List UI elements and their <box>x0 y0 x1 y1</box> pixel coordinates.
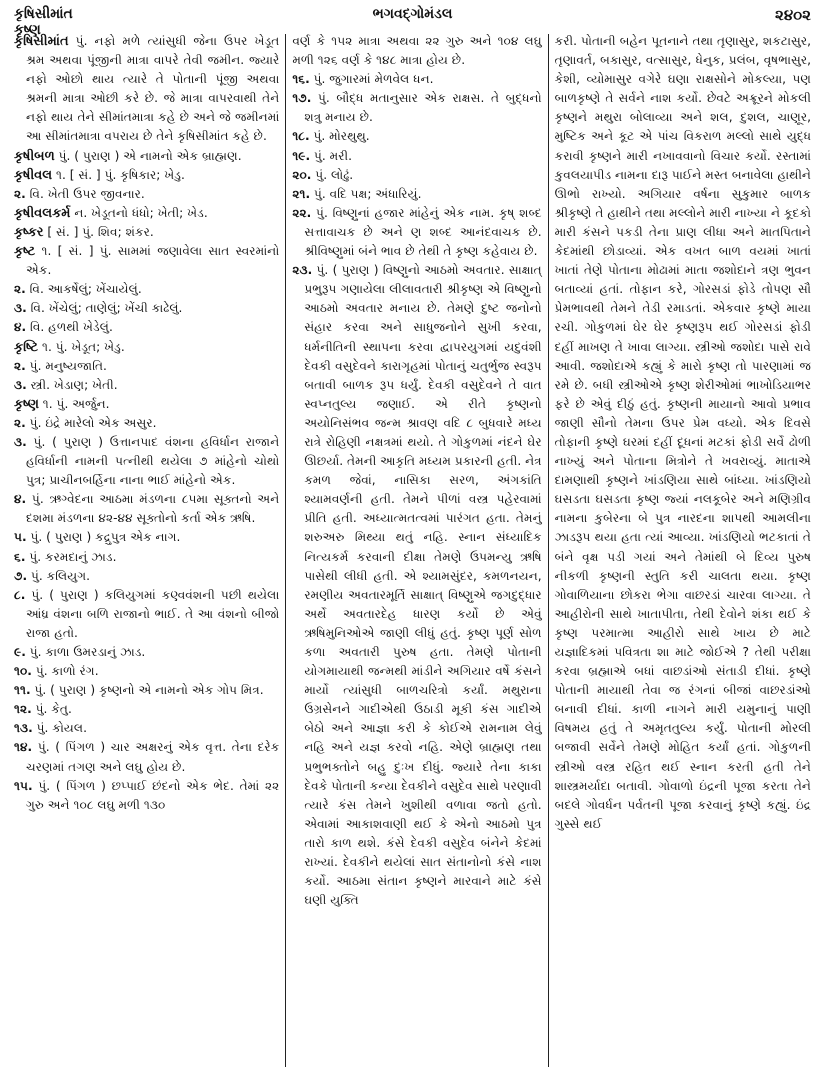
definition-text: પું. ( પિંગળ ) ચાર અક્ષરનું એક વૃત્ત. તેના દરેક ચરણમાં તગણ અને લઘુ હોય છે. <box>26 740 280 774</box>
continuation-text: કરી. પોતાની બહેન પૂતનાને તથા તૃણાસુર, શકટાસુર, તૃણાવર્ત, બકાસુર, વત્સાસુર, ધેનુક, પ્રલંબ, વૃષભાસુર, કેશી, વ્યોમાસુર વગેરે ઘણા રાક્ષસોને મોકલ્યા, પણ બાળકૃષ્ણે તે સર્વને નાશ કર્યો. છેવટે અક્રૂરને મોકલી કૃષ્ણને મથુરા બોલાવ્યા અને શલ, દુશલ, ચાણૂર, મુષ્ટિક અને કૂટ એ પાંચ વિકરાળ મલ્લો સાથે યુદ્ધ કરાવી કૃષ્ણને મારી નખાવવાનો વિચાર કર્યો. રસ્તામાં કુવલયાપીડ નામના દારૂ પાઈને મસ્ત બનાવેલા હાથીને ઊભો રાખ્યો. અગિયાર વર્ષના સુકુમાર બાળક શ્રીકૃષ્ણે તે હાથીને તથા મલ્લોને મારી નાખ્યા ને કૂદકો મારી કંસને પકડી તેના પ્રાણ લીધા અને માતપિતાને કેદમાંથી છોડાવ્યાં. એક વખત બાળ વયમાં ખાતાં ખાતાં તેણે પોતાના મોઢામાં માતા જશોદાને ત્રણ ભુવન બતાવ્યાં હતાં. તોફાન કરે, ગોરસડાં ફોડે તોપણ સૌ પ્રેમભાવથી તેમને તેડી રમાડતાં. એકવાર કૃષ્ણે માયા રચી. ગોકુળમાં ઘેર ઘેર કૃષ્ણરૂપ થઈ ગોરસડાં ફોડી દહીં માખણ તે ખાવા લાગ્યા. સ્ત્રીઓ જશોદા પાસે રાવે આવી. જશોદાએ કહ્યું કે મારો કૃષ્ણ તો પારણામાં જ રમે છે. બધી સ્ત્રીઓએ કૃષ્ણ શેરીઓમાં ભાખોડિયાભર ફરે છે એવું દીઠું હતું. કૃષ્ણની માયાનો આવો પ્રભાવ જાણી સૌનો તેમના ઉપર પ્રેમ વધ્યો. એક દિવસે તોફાની કૃષ્ણે ઘરમાં દહીં દૂધનાં મટકાં ફોડી સર્વે ઢોળી નાખ્યું અને પોતાના મિત્રોને તે ખવરાવ્યું. માતાએ દામણાથી કૃષ્ણને ખાંડણિયા સાથે બાંધ્યા. ખાંડણિયો ઘસડતા ઘસડતા કૃષ્ણ જ્યાં નલકૂબેર અને મણિગ્રીવ નામના કુબેરના બે પુત્ર નારદના શાપથી આમલીના ઝાડરૂપ થયા હતા ત્યાં આવ્યા. ખાંડણિયો ભટકાતાં તે બંને વૃક્ષ પડી ગયાં અને તેમાંથી બે દિવ્ય પુરુષ નીકળી કૃષ્ણની સ્તુતિ કરી ચાલતા થયા. કૃષ્ણ ગોવાળિયાના છોકરા ભેગા વાછરડાં ચારવા લાગ્યા. તે આહીરોની સાથે ખાતાપીતા, તેથી દેવોને શંકા થઈ કે કૃષ્ણ પરમાત્મા આહીરો સાથે ખાય છે માટે યજ્ઞાદિકમાં પવિત્રતા શા માટે જોઈએ ? તેથી પરીક્ષા કરવા બ્રહ્માએ બધાં વાછડાંઓ સંતાડી દીધાં. કૃષ્ણે પોતાની માયાથી તેવા જ રંગનાં બીજાં વાછરડાંઓ બનાવી દીધાં. કાળી નાગને મારી યમુનાનું પાણી વિષમય હતું તે અમૃતતુલ્ય કર્યું. પોતાની મોરલી બજાવી સર્વેને તેમણે મોહિત કર્યાં હતાં. ગોકુળની સ્ત્રીઓ વસ્ત્ર રહિત થઈ સ્નાન કરતી હતી તેને શાસ્ત્રમર્યાદા બતાવી. ગોવાળો ઇંદ્રની પૂજા કરતા તેને બદલે ગોવર્ધન પર્વતની પૂજા કરવાનું કૃષ્ણે કહ્યું. ઇંદ્ર ગુસ્સે થઈ <box>554 34 812 831</box>
sense-number: ૧૧. <box>14 683 31 698</box>
headword: કૃષિસીમાંત <box>14 34 69 49</box>
dictionary-entry <box>14 32 279 147</box>
sense-number: ૨. <box>14 358 26 373</box>
headword: કૃષ્કર <box>14 224 44 240</box>
sense-number: ૨. <box>14 415 26 430</box>
sense-item <box>14 643 279 662</box>
definition-text: પું. મનુષ્યજાતિ. <box>25 358 107 373</box>
definition-text: પું. મરી. <box>310 148 352 163</box>
dictionary-entry <box>14 223 279 242</box>
sense-number: ૧૯. <box>292 148 311 163</box>
headword: કૃષ્ણ <box>14 396 39 412</box>
sense-item <box>14 299 279 318</box>
sense-number: ૩. <box>14 301 27 316</box>
sense-item <box>14 700 279 719</box>
sense-number: ૪. <box>14 492 27 507</box>
sense-number: ૭. <box>14 568 28 583</box>
sense-number: ૬. <box>14 549 26 564</box>
sense-item <box>14 357 279 376</box>
column-3 <box>549 32 811 1067</box>
continuation-text: વર્ણ કે ૧૫૨ માત્રા અથવા ૨૨ ગુરુ અને ૧૦૪ લઘુ મળી ૧૨૬ વર્ણ કે ૧૪૮ માત્રા હોય છે. <box>292 34 542 68</box>
definition-text: વિ. હળથી ખેડેલું. <box>26 320 113 335</box>
sense-item <box>14 414 279 433</box>
sense-number: ૧૦. <box>14 664 32 679</box>
sense-item <box>292 147 541 166</box>
definition-text: વિ. ખેતી ઉપર જીવનાર. <box>25 186 145 201</box>
sense-item <box>292 261 541 910</box>
guide-word-first: કૃષિસીમાંત <box>14 6 73 22</box>
sense-item <box>292 89 541 127</box>
sense-number: ૩. <box>14 434 27 449</box>
sense-item <box>14 662 279 681</box>
definition-text: ૧. પું. અર્જુન. <box>38 396 110 411</box>
definition-text: પું. કલિયુગ. <box>27 568 90 583</box>
definition-text: વિ. આકર્ષેલું; ખેંચાયેલું. <box>25 282 142 297</box>
definition-text: પું. ( પુરાણ ) કૃષ્ણનો એ નામનો એક ગોપ મિત્ર. <box>30 683 264 698</box>
sense-item <box>14 528 279 547</box>
column-1 <box>14 32 285 1067</box>
page-title: ભગવદ્ગોમંડલ <box>372 6 453 22</box>
sense-item <box>14 719 279 738</box>
dictionary-entry <box>14 395 279 414</box>
sense-number: ૮. <box>14 587 26 602</box>
sense-number: ૨૩. <box>292 263 313 278</box>
sense-number: ૨૦. <box>292 167 312 182</box>
headword: કૃષીબળ <box>14 148 55 164</box>
definition-text: પું. કરમદાનું ઝાડ. <box>25 549 117 564</box>
sense-item <box>14 548 279 567</box>
definition-text: પું. કાળા ઉમરડાનું ઝાડ. <box>25 645 146 659</box>
headword: કૃષ્ટિ <box>14 339 39 355</box>
sense-number: ૧૬. <box>292 72 310 87</box>
sense-item <box>14 490 279 528</box>
sense-number: ૧૩. <box>14 721 33 736</box>
column-2 <box>286 32 547 1067</box>
definition-text: પું. કોયલ. <box>32 721 87 736</box>
sense-number: ૧૭. <box>292 91 312 106</box>
sense-number: ૨. <box>14 186 26 201</box>
definition-text: પું. મોરથુથુ. <box>309 129 370 144</box>
sense-item <box>292 70 541 89</box>
definition-text: પું. બૌદ્ધ મતાનુસાર એક રાક્ષસ. તે બુદ્ધનો શત્રુ મનાય છે. <box>304 91 542 125</box>
definition-text: પું. ઇંદ્રે મારેલો એક અસુર. <box>25 415 157 430</box>
guide-word-last: કૃષ્ણ <box>14 22 41 38</box>
sense-number: ૧૪. <box>14 740 33 755</box>
definition-text: પું. લોઢું. <box>311 167 354 182</box>
definition-text: પું. ( પુરાણ ) ઉત્તાનપાદ વંશના હવિર્ધાન રાજાને હવિર્ધાની નામની પત્નીથી થયેલા ૭ માંહેનો ચોથો પુત્ર; પ્રાચીનબર્હિના નાના ભાઈ માંહેનો એક. <box>26 434 280 488</box>
definition-text: ન. ખેડૂતનો ધંધો; ખેતી; ખેડ. <box>70 205 208 220</box>
headword: કૃષ્ટ <box>14 244 36 260</box>
dictionary-entry <box>14 147 279 166</box>
definition-text: પું. જુગારમાં મેળવેલ ધન. <box>309 72 434 87</box>
definition-text: પું. ( પુરાણ ) કદ્રુપુત્ર એક નાગ. <box>26 530 181 545</box>
sense-item <box>14 586 279 643</box>
sense-number: ૧૮. <box>292 129 310 144</box>
dictionary-entry <box>14 338 279 357</box>
page-header <box>14 6 811 38</box>
headword: કૃષીવલકર્મ <box>14 205 71 221</box>
definition-text: પું. કાળો રંગ. <box>31 664 99 679</box>
sense-number: ૧૨. <box>14 702 32 717</box>
sense-item <box>14 681 279 700</box>
sense-item <box>14 376 279 395</box>
sense-number: ૩. <box>14 377 27 392</box>
definition-text: પું. ( પિંગળ ) છપ્પાઈ છંદનો એક ભેદ. તેમાં ૨૨ ગુરુ અને ૧૦૮ લઘુ મળી ૧૩૦ <box>26 778 280 812</box>
definition-text: પું. ઋગ્વેદના આઠમા મંડળના ૮૫મા સૂક્તનો અને દશમા મંડળના ૪૨-૪૪ સૂક્તોનો કર્તા એક ઋષિ. <box>26 492 280 526</box>
definition-text: [ સં. ] પું. શિવ; શંકર. <box>43 224 154 239</box>
definition-text: પું. નફો મળે ત્યાંસુધી જેના ઉપર ખેડૂત શ્રમ અથવા પૂંજીની માત્રા વાપરે તેવી જમીન. જ્યારે નફો ઓછો થાય ત્યારે તે પોતાની પૂંજી અથવા શ્રમની માત્રા ઓછી કરે છે. જે માત્રા વાપરવાથી તેને નફો થાય તેને સીમાંતમાત્રા કહે છે અને જે જમીનમાં આ સીમાંતમાત્રા વપરાય છે તેને કૃષિસીમાંત કહે છે. <box>26 34 280 144</box>
sense-number: ૨૧. <box>292 186 311 201</box>
sense-item <box>14 433 279 490</box>
page-number: ૨૪૦૨ <box>775 6 811 24</box>
dictionary-entry <box>14 204 279 223</box>
definition-text: પું. ( પુરાણ ) વિષ્ણુનો આઠમો અવતાર. સાક્ષાત્ પ્રભુરૂપ ગણાયેલા લીલાવતારી શ્રીકૃષ્ણ એ વિષ્ણુનો આઠમો અવતાર મનાય છે. તેમણે દુષ્ટ જનોનો સંહાર કરવા અને સાધુજનોને સુખી કરવા, ધર્મનીતિની સ્થાપના કરવા દ્વાપરયુગમાં યદુવંશી દેવકી વસુદેવને કારાગૃહમાં પોતાનું ચતુર્ભુજ સ્વરૂપ બતાવી બાળક રૂપ ધર્યું. દેવકી વસુદેવને તે વાત સ્વપ્નતુલ્ય જણાઈ. એ રીતે કૃષ્ણનો અયોનિસંભવ જન્મ શ્રાવણ વદિ ૮ બુધવારે મધ્ય રાત્રે રોહિણી નક્ષત્રમાં થયો. તે ગોકુળમાં નંદને ઘેર ઊછર્યા. તેમની આકૃતિ મધ્યમ પ્રકારની હતી. નેત્ર કમળ જેવાં, નાસિકા સરળ, અંગકાંતિ શ્યામવર્ણની હતી. તેમને પીળાં વસ્ત્ર પહેરવામાં પ્રીતિ હતી. અધ્યાત્મતત્વમાં પારંગત હતા. તેમનું શરુઅરુ મિથ્યા થતું નહિ. સ્નાન સંધ્યાદિક નિત્યકર્મ કરવાની દીક્ષા તેમણે ઉપમન્યુ ઋષિ પાસેથી લીધી હતી. એ શ્યામસુંદર, કમળનયન, રમણીય અવતારમૂર્તિ સાક્ષાત્ વિષ્ણુએ જગદુદ્ધાર અર્થે અવતારદેહ ધારણ કર્યો છે એવું ઋષિમુનિઓએ જાણી લીધું હતું. કૃષ્ણ પૂર્ણ સોળ કળા અવતારી પુરુષ હતા. તેમણે પોતાની યોગમાયાથી જન્મથી માંડીને અગિયાર વર્ષે કંસને માર્યો ત્યાંસુધી બાળચરિત્રો કર્યાં. મથુરાના ઉગ્રસેનને ગાદીએથી ઉઠાડી મૂકી કંસ ગાદીએ બેઠો અને આજ્ઞા કરી કે કોઈએ રામનામ લેવું નહિ અને યજ્ઞ કરવો નહિ. એણે બ્રાહ્મણ તથા પ્રભુભક્તોને બહુ દુઃખ દીધું. જ્યારે તેના કાકા દેવકે પોતાની કન્યા દેવકીને વસુદેવ સાથે પરણાવી ત્યારે કંસ તેમને ખુશીથી વળાવા જતો હતો. એવામાં આકાશવાણી થઈ કે એનો આઠમો પુત્ર તારો કાળ થશે. કંસે દેવકી વસુદેવ બંનેને કેદમાં રાખ્યાં. દેવકીને થયેલાં સાત સંતાનોનો કંસે નાશ કર્યો. આઠમા સંતાન કૃષ્ણને મારવાને માટે કંસે ઘણી યુક્તિ <box>304 263 542 908</box>
columns <box>14 32 811 1067</box>
sense-item <box>14 777 279 815</box>
sense-item <box>14 567 279 586</box>
sense-item <box>292 204 541 261</box>
sense-number: ૪. <box>14 320 27 335</box>
sense-item <box>292 127 541 146</box>
definition-text: પું. વદિ પક્ષ; અંધારિયું. <box>310 186 422 201</box>
definition-text: ૧. પું. ખેડૂત; ખેડુ. <box>38 339 125 354</box>
headword: કૃષીવલ <box>14 167 53 183</box>
dictionary-entry <box>14 242 279 280</box>
definition-text: ૧. [ સં. ] પું. સામમાં જણાવેલા સાત સ્વરમાંનો એક. <box>26 244 280 278</box>
sense-number: ૯. <box>14 645 26 659</box>
sense-item <box>292 185 541 204</box>
sense-number: ૫. <box>14 530 27 545</box>
sense-item <box>14 318 279 337</box>
definition-text: વિ. ખેંચેલું; તાણેલું; ખેંચી કાઢેલું. <box>26 301 183 316</box>
definition-text: સ્ત્રી. ખેડાણ; ખેતી. <box>26 377 118 392</box>
definition-text: પું. કેતુ. <box>31 702 72 717</box>
sense-number: ૨. <box>14 282 26 297</box>
dictionary-entry <box>14 166 279 185</box>
sense-item <box>292 166 541 185</box>
sense-item <box>14 185 279 204</box>
sense-item <box>14 280 279 299</box>
sense-number: ૧૫. <box>14 778 33 793</box>
definition-text: પું. ( પુરાણ ) કલિયુગમાં કણ્વવંશની પછી થયેલા આંધ્ર વંશના બળિ રાજાનો ભાઈ. તે આ વંશનો બીજો રાજા હતો. <box>25 587 280 640</box>
sense-item <box>14 738 279 776</box>
sense-number: ૨૨. <box>292 205 312 220</box>
definition-text: ૧. [ સં. ] પું. કૃષિકાર; ખેડુ. <box>52 167 185 182</box>
definition-text: પું. ( પુરાણ ) એ નામનો એક બ્રાહ્મણ. <box>54 148 242 163</box>
definition-text: પું. વિષ્ણુનાં હજાર માંહેનું એક નામ. કૃષ્ શબ્દ સત્તાવાચક છે અને ણ શબ્દ આનંદવાચક છે. શ્રીવિષ્ણુમાં બંને ભાવ છે તેથી તે કૃષ્ણ કહેવાય છે. <box>304 205 542 259</box>
